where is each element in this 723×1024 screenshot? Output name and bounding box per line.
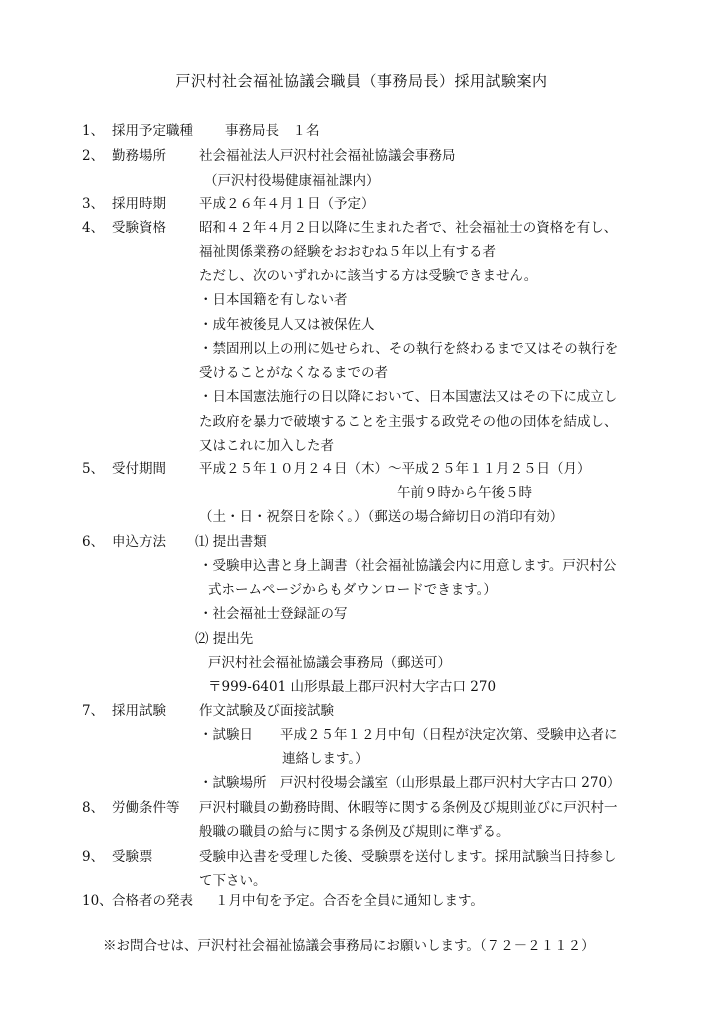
item-label: 採用試験	[112, 703, 166, 719]
item-text: ・禁固刑以上の刑に処せられ、その執行を終わるまで又はその執行を	[199, 341, 619, 357]
item-number: 2、	[82, 148, 105, 164]
item-text: ・日本国籍を有しない者	[199, 292, 348, 308]
item-number: 9、	[82, 849, 105, 865]
item-text: 午前９時から午後５時	[397, 485, 532, 501]
item-text: 作文試験及び面接試験	[199, 703, 334, 719]
item-text: ・受験申込書と身上調書（社会福祉協議会内に用意します。戸沢村公	[199, 558, 617, 574]
item-text: 〒999-6401 山形県最上郡戸沢村大字古口 270	[208, 679, 497, 695]
item-text: 昭和４２年４月２日以降に生まれた者で、社会福祉士の資格を有し、	[199, 220, 618, 236]
item-text: 戸沢村職員の勤務時間、休暇等に関する条例及び規則並びに戸沢村一	[199, 800, 618, 816]
item-text: 受験申込書を受理した後、受験票を送付します。採用試験当日持参し	[199, 849, 617, 865]
item-text: ・試験場所 戸沢村役場会議室（山形県最上郡戸沢村大字古口 270）	[199, 775, 621, 791]
item-label: 申込方法	[112, 534, 166, 550]
item-label: 合格者の発表	[112, 893, 193, 909]
item-text: 福祉関係業務の経験をおおむね５年以上有する者	[199, 244, 496, 260]
item-text: 連絡します。）	[282, 751, 369, 767]
item-text: （戸沢村役場健康福祉課内）	[204, 173, 380, 189]
item-text: 事務局長 １名	[225, 123, 320, 139]
item-label: 受付期間	[112, 461, 166, 477]
document-title: 戸沢村社会福祉協議会職員（事務局長）採用試験案内	[175, 72, 548, 90]
item-number: 4、	[82, 220, 105, 236]
item-text: ・日本国憲法施行の日以降において、日本国憲法又はその下に成立し	[199, 389, 618, 405]
item-text: て下さい。	[199, 873, 267, 889]
item-text: 社会福祉法人戸沢村社会福祉協議会事務局	[199, 148, 456, 164]
item-text: 又はこれに加入した者	[199, 438, 334, 454]
item-number: 10、	[82, 893, 113, 909]
item-text: ・試験日 平成２５年１２月中旬（日程が決定次第、受験申込者に	[199, 727, 618, 743]
item-text: ・成年被後見人又は被保佐人	[199, 317, 375, 333]
item-text: （土・日・祝祭日を除く。）（郵送の場合締切日の消印有効）	[199, 509, 564, 525]
item-label: 採用時期	[112, 196, 166, 212]
item-text: 平成２６年４月１日（予定）	[199, 196, 375, 212]
item-label: 受験票	[112, 849, 153, 865]
item-number: 8、	[82, 800, 105, 816]
item-number: 5、	[82, 461, 105, 477]
item-text: 平成２５年１０月２４日（木）～平成２５年１１月２５日（月）	[199, 461, 591, 477]
item-text: た政府を暴力で破壊することを主張する政党その他の団体を結成し、	[199, 414, 618, 430]
item-text: ⑴ 提出書類	[195, 534, 267, 550]
item-text: 式ホームページからもダウンロードできます。）	[208, 582, 497, 598]
item-text: 戸沢村社会福祉協議会事務局（郵送可）	[208, 655, 451, 671]
contact-note: ※お問合せは、戸沢村社会福祉協議会事務局にお願いします。（７２－２１１２）	[103, 938, 595, 954]
item-number: 1、	[82, 123, 105, 139]
item-text: ・社会福祉士登録証の写	[199, 606, 348, 622]
item-text: 受けることがなくなるまでの者	[199, 365, 388, 381]
item-label: 受験資格	[112, 220, 166, 236]
item-number: 7、	[82, 703, 105, 719]
item-text: ⑵ 提出先	[195, 631, 254, 647]
item-label: 労働条件等	[112, 800, 180, 816]
item-label: 採用予定職種	[112, 123, 193, 139]
item-text: 般職の職員の給与に関する条例及び規則に準ずる。	[199, 824, 510, 840]
item-number: 6、	[82, 534, 105, 550]
item-text: １月中旬を予定。合否を全員に通知します。	[215, 893, 484, 909]
item-label: 勤務場所	[112, 148, 166, 164]
item-text: ただし、次のいずれかに該当する方は受験できません。	[199, 268, 538, 284]
item-number: 3、	[82, 196, 105, 212]
